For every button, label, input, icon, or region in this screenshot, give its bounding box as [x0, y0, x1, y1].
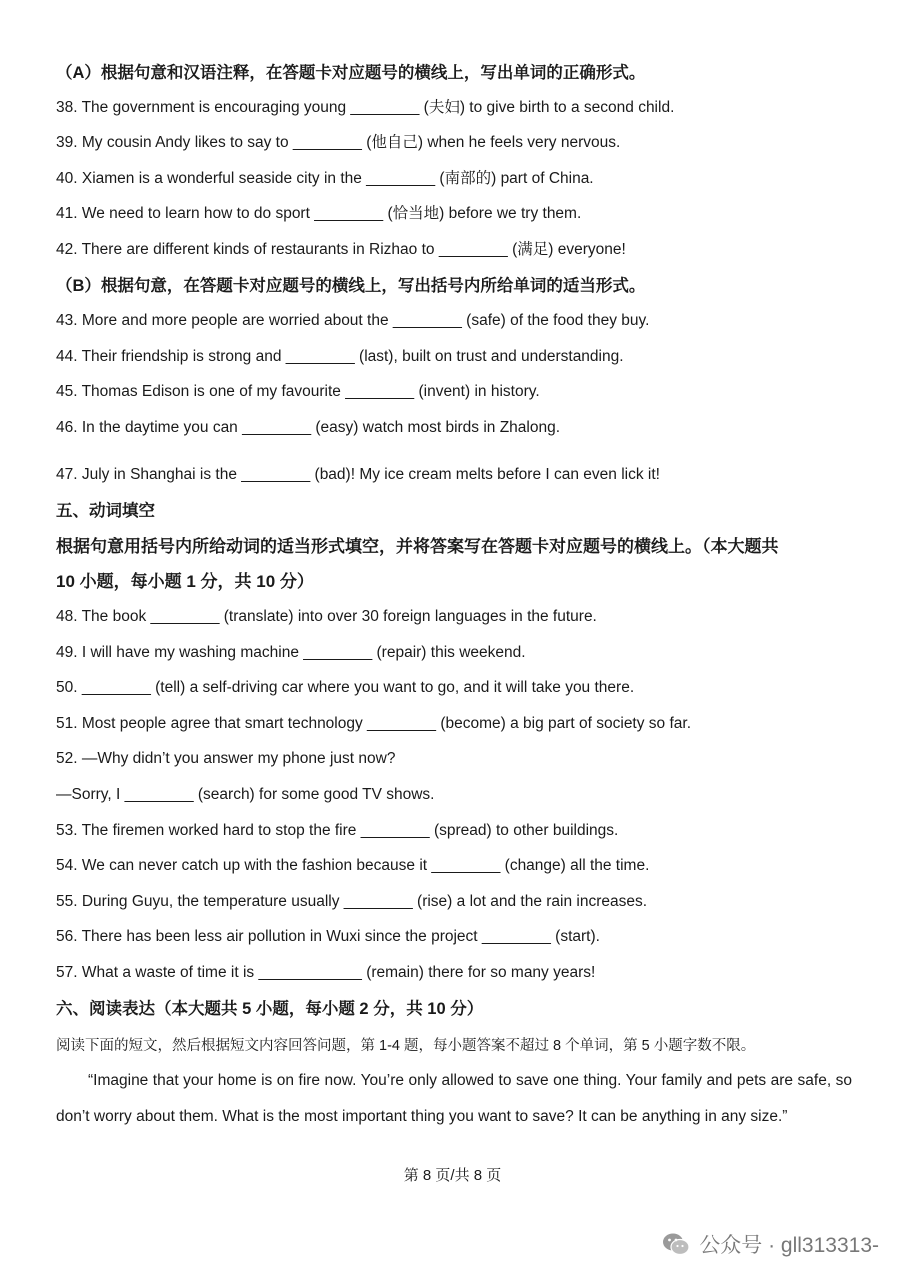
- section-b-heading: （B）根据句意，在答题卡对应题号的横线上，写出括号内所给单词的适当形式。: [56, 277, 646, 295]
- question-40: 40. Xiamen is a wonderful seaside city in the ________ (南部的) part of China.: [56, 170, 594, 187]
- section-5-instructions-line2: 10 小题，每小题 1 分，共 10 分）: [56, 572, 314, 591]
- reading-passage: “Imagine that your home is on fire now. You’re only allowed to save one thing. Your family and pets are safe, so don’t worry about them. What is the most important thing you want to save? It can be anything in any size.”: [56, 1072, 852, 1125]
- watermark: [661, 1229, 879, 1259]
- question-52-a: 52. —Why didn’t you answer my phone just now?: [56, 750, 396, 767]
- section-5-instructions-line1: 根据句意用括号内所给动词的适当形式填空，并将答案写在答题卡对应题号的横线上。（本大题共: [56, 537, 779, 556]
- section-6-title: 六、阅读表达（本大题共 5 小题，每小题 2 分，共 10 分）: [56, 1000, 484, 1018]
- question-38: 38. The government is encouraging young ________ (夫妇) to give birth to a second child.: [56, 99, 675, 116]
- page-footer: 第 8 页/共 8 页: [403, 1167, 502, 1184]
- question-45: 45. Thomas Edison is one of my favourite ________ (invent) in history.: [56, 383, 540, 400]
- question-46: 46. In the daytime you can ________ (easy) watch most birds in Zhalong.: [56, 419, 561, 436]
- section-5-title: 五、动词填空: [56, 502, 155, 520]
- question-56: 56. There has been less air pollution in Wuxi since the project ________ (start).: [56, 928, 600, 945]
- question-42: 42. There are different kinds of restaurants in Rizhao to ________ (满足) everyone!: [56, 241, 626, 258]
- wechat-icon: [661, 1229, 691, 1259]
- watermark-text: 公众号 · gll313313-: [699, 1234, 879, 1257]
- question-55: 55. During Guyu, the temperature usually ________ (rise) a lot and the rain increases.: [56, 893, 648, 910]
- question-44: 44. Their friendship is strong and ________ (last), built on trust and understanding.: [56, 348, 624, 365]
- question-52-b: —Sorry, I ________ (search) for some good TV shows.: [56, 786, 435, 803]
- question-54: 54. We can never catch up with the fashion because it ________ (change) all the time.: [56, 857, 650, 874]
- question-50: 50. ________ (tell) a self-driving car where you want to go, and it will take you there.: [56, 679, 635, 696]
- question-47: 47. July in Shanghai is the ________ (bad)! My ice cream melts before I can even lick it!: [56, 466, 660, 483]
- question-39: 39. My cousin Andy likes to say to ________ (他自己) when he feels very nervous.: [56, 134, 621, 151]
- question-51: 51. Most people agree that smart technology ________ (become) a big part of society so far.: [56, 715, 692, 732]
- question-48: 48. The book ________ (translate) into over 30 foreign languages in the future.: [56, 608, 597, 625]
- question-43: 43. More and more people are worried about the ________ (safe) of the food they buy.: [56, 312, 650, 329]
- question-49: 49. I will have my washing machine ________ (repair) this weekend.: [56, 644, 526, 661]
- section-6-instructions: 阅读下面的短文，然后根据短文内容回答问题，第 1-4 题，每小题答案不超过 8 个单词，第 5 小题字数不限。: [56, 1038, 756, 1054]
- question-57: 57. What a waste of time it is ____________ (remain) there for so many years!: [56, 964, 596, 981]
- question-53: 53. The firemen worked hard to stop the fire ________ (spread) to other buildings.: [56, 822, 619, 839]
- question-41: 41. We need to learn how to do sport ________ (恰当地) before we try them.: [56, 205, 582, 222]
- section-a-heading: （A）根据句意和汉语注释，在答题卡对应题号的横线上，写出单词的正确形式。: [56, 64, 646, 82]
